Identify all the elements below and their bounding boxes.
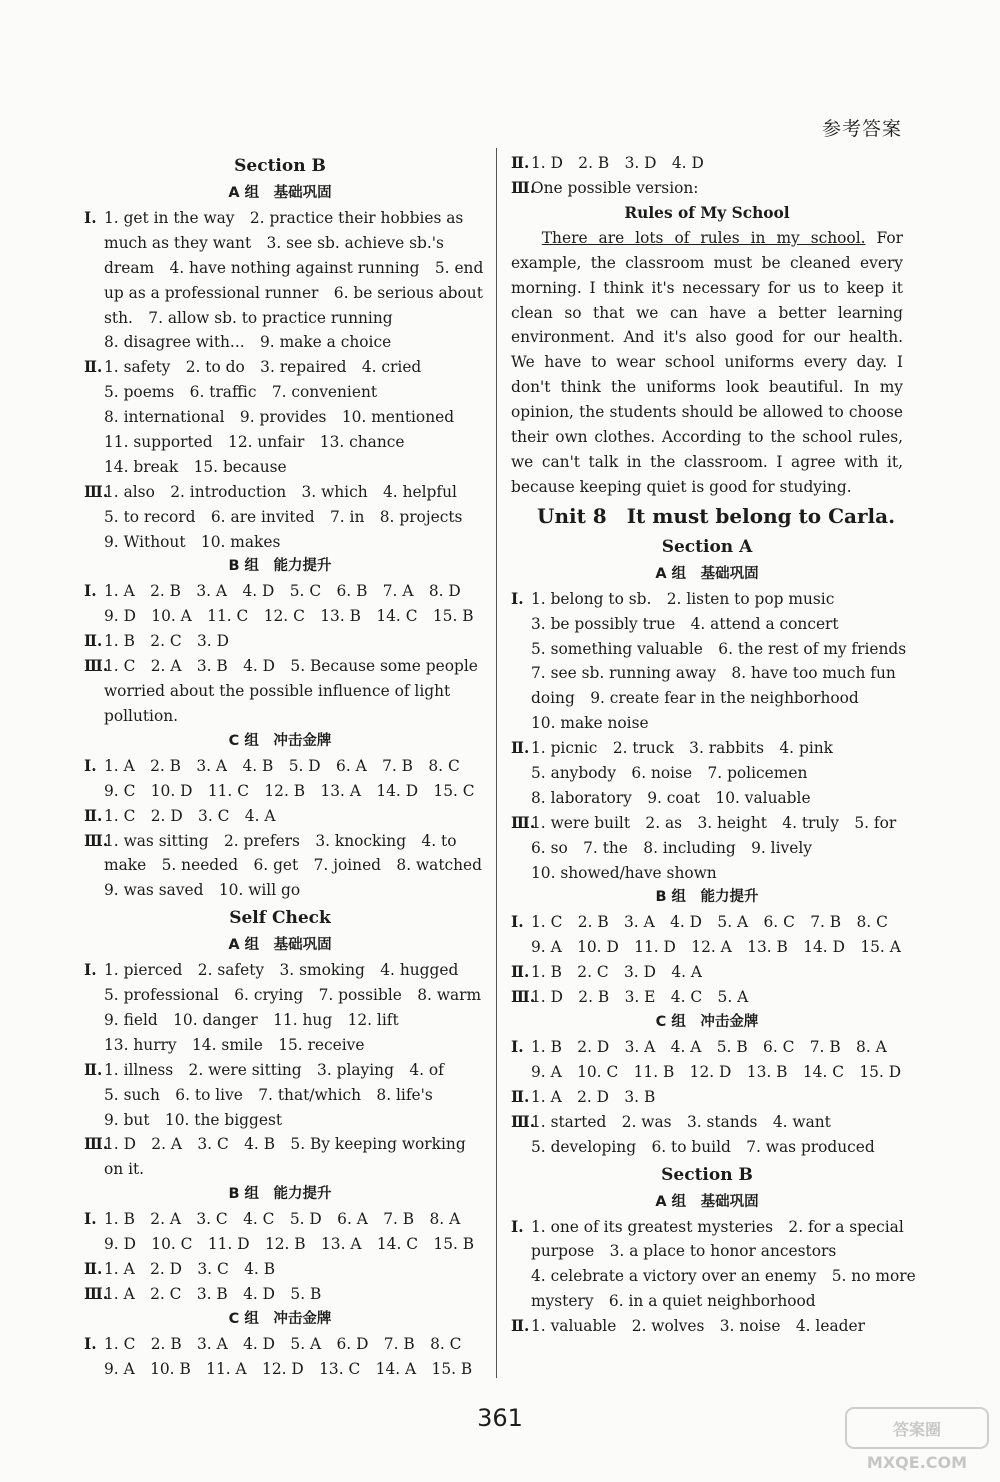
item-number: Ⅰ. — [84, 1210, 97, 1229]
answer-line: 1. C 2. B 3. A 4. D 5. A 6. D 7. B 8. C — [104, 1334, 462, 1353]
item-number: Ⅲ. — [84, 831, 109, 850]
answer-line: 14. break 15. because — [104, 457, 287, 476]
answer-item — [84, 804, 476, 829]
answer-line: One possible version: — [531, 178, 699, 197]
answer-line: 1. pierced 2. safety 3. smoking 4. hugged — [104, 961, 459, 980]
item-number: Ⅲ. — [84, 1135, 109, 1154]
group-heading: C 组 冲击金牌 — [655, 1014, 759, 1031]
answer-line: on it. — [104, 1160, 145, 1179]
answer-line: 5. poems 6. traffic 7. convenient — [104, 383, 378, 402]
left-column — [84, 151, 484, 1382]
answer-line: 9. but 10. the biggest — [104, 1110, 283, 1129]
answer-item — [511, 1314, 903, 1339]
answer-item — [511, 985, 903, 1010]
answer-item — [84, 206, 484, 355]
answer-line: 9. was saved 10. will go — [104, 881, 301, 900]
answer-item — [511, 1035, 903, 1085]
answer-line: 10. showed/have shown — [531, 863, 717, 882]
answer-line: 1. were built 2. as 3. height 4. truly 5. for — [531, 813, 897, 832]
answer-line: 4. celebrate a victory over an enemy 5. no more — [531, 1267, 916, 1286]
answer-line: pollution. — [104, 706, 179, 725]
essay-body: For example, the classroom must be cleaned every morning. I think it's necessary for us to keep it clean so that we can have a better learning environment. And it's also good for our health. We have to wear school uniforms every day. I don't think the uniforms look beautiful. In my opinion, the students should be allowed to choose their own clothes. According to the school rules, we can't talk in the classroom. I agree with it, because keeping quiet is good for studying. — [511, 228, 903, 496]
answer-line: purpose 3. a place to honor ancestors — [531, 1242, 837, 1261]
answer-item — [511, 1110, 903, 1160]
item-number: Ⅱ. — [84, 1259, 103, 1278]
page-number: 361 — [477, 1404, 523, 1432]
answer-item — [511, 1215, 916, 1315]
item-number: Ⅰ. — [511, 1217, 524, 1236]
answer-line: 1. one of its greatest mysteries 2. for a special — [531, 1217, 904, 1236]
right-column — [511, 151, 916, 1339]
answer-line: 9. D 10. A 11. C 12. C 13. B 14. C 15. B — [104, 607, 474, 626]
watermark-logo-text: 答案圈 — [892, 1420, 942, 1439]
answer-line: 7. see sb. running away 8. have too much fun — [531, 664, 896, 683]
answer-item — [84, 654, 476, 729]
item-number: Ⅰ. — [511, 913, 524, 932]
essay-title: Rules of My School — [624, 203, 790, 222]
answer-line: much as they want 3. see sb. achieve sb.'s — [104, 233, 444, 252]
group-heading: A 组 基础巩固 — [228, 937, 332, 954]
answer-line: 13. hurry 14. smile 15. receive — [104, 1035, 365, 1054]
answer-line: 9. field 10. danger 11. hug 12. lift — [104, 1010, 399, 1029]
answer-line: 1. C 2. A 3. B 4. D 5. Because some people — [104, 657, 478, 676]
answer-line: 1. safety 2. to do 3. repaired 4. cried — [104, 358, 422, 377]
section-heading: Section A — [661, 536, 753, 557]
page-header-title: 参考答案 — [821, 118, 902, 140]
answer-line: dream 4. have nothing against running 5. end — [104, 258, 484, 277]
item-number: Ⅲ. — [511, 988, 536, 1007]
item-number: Ⅰ. — [84, 756, 97, 775]
item-number: Ⅲ. — [511, 813, 536, 832]
group-heading: A 组 基础巩固 — [655, 565, 759, 582]
item-number: Ⅲ. — [511, 1112, 536, 1131]
item-number: Ⅱ. — [511, 1317, 530, 1336]
answer-line: sth. 7. allow sb. to practice running — [104, 308, 393, 327]
group-heading: A 组 基础巩固 — [655, 1193, 759, 1210]
section-heading: Section B — [661, 1164, 753, 1185]
answer-line: 9. D 10. C 11. D 12. B 13. A 14. C 15. B — [104, 1235, 475, 1254]
item-number: Ⅰ. — [511, 1038, 524, 1057]
group-heading: B 组 能力提升 — [228, 558, 332, 575]
answer-item — [84, 958, 482, 1058]
answer-line: 5. anybody 6. noise 7. policemen — [531, 764, 808, 783]
group-heading: B 组 能力提升 — [655, 889, 759, 906]
group-heading: A 组 基础巩固 — [228, 185, 332, 201]
answer-line: 1. also 2. introduction 3. which 4. helpful — [104, 482, 457, 501]
answer-item — [511, 960, 903, 985]
column-divider — [496, 148, 497, 1378]
answer-line: 9. A 10. D 11. D 12. A 13. B 14. D 15. A — [531, 938, 901, 957]
answer-item — [84, 829, 483, 904]
group-heading: C 组 冲击金牌 — [228, 1310, 332, 1327]
answer-line: 5. something valuable 6. the rest of my friends — [531, 639, 907, 658]
answer-line: mystery 6. in a quiet neighborhood — [531, 1292, 816, 1311]
answer-item — [511, 587, 907, 736]
answer-line: worried about the possible influence of light — [104, 682, 451, 701]
answer-line: 1. A 2. B 3. A 4. B 5. D 6. A 7. B 8. C — [104, 756, 460, 775]
item-number: Ⅱ. — [84, 1060, 103, 1079]
item-number: Ⅰ. — [84, 961, 97, 980]
section-heading: Self Check — [229, 908, 331, 929]
unit-title: Unit 8 It must belong to Carla. — [537, 503, 896, 528]
answer-line: 9. A 10. B 11. A 12. D 13. C 14. A 15. B — [104, 1359, 473, 1378]
answer-item — [511, 910, 903, 960]
item-number: Ⅱ. — [511, 1087, 530, 1106]
item-number: Ⅲ. — [84, 1284, 109, 1303]
item-number: Ⅱ. — [511, 963, 530, 982]
item-number: Ⅱ. — [511, 154, 530, 172]
answer-line: 1. A 2. D 3. C 4. B — [104, 1259, 276, 1278]
item-number: Ⅱ. — [84, 632, 103, 651]
item-number: Ⅱ. — [84, 806, 103, 825]
watermark-text: MXQE.COM — [866, 1453, 968, 1472]
answer-item — [84, 1132, 476, 1182]
answer-line: 1. D 2. B 3. E 4. C 5. A — [531, 988, 749, 1007]
answer-line: 1. C 2. B 3. A 4. D 5. A 6. C 7. B 8. C — [531, 913, 888, 932]
answer-line: 1. A 2. B 3. A 4. D 5. C 6. B 7. A 8. D — [104, 582, 461, 601]
answer-item — [84, 754, 476, 804]
answer-line: 1. B 2. C 3. D 4. A — [531, 963, 703, 982]
item-number: Ⅲ. — [84, 657, 109, 676]
answer-item — [84, 579, 476, 629]
answer-line: 1. started 2. was 3. stands 4. want — [531, 1112, 831, 1131]
answer-line: 1. valuable 2. wolves 3. noise 4. leader — [531, 1317, 865, 1336]
item-number: Ⅱ. — [84, 358, 103, 377]
item-number: Ⅰ. — [511, 589, 524, 608]
answer-line: 11. supported 12. unfair 13. chance — [104, 433, 405, 452]
answer-line: 1. C 2. D 3. C 4. A — [104, 806, 276, 825]
answer-line: 1. illness 2. were sitting 3. playing 4. of — [104, 1060, 444, 1079]
answer-line: make 5. needed 6. get 7. joined 8. watched — [104, 856, 483, 875]
answer-line: 1. D 2. A 3. C 4. B 5. By keeping working — [104, 1135, 466, 1154]
group-heading: B 组 能力提升 — [228, 1186, 332, 1203]
essay-first-sentence: There are lots of rules in my school. — [541, 228, 866, 247]
answer-line: 9. Without 10. makes — [104, 532, 281, 551]
answer-line: 1. was sitting 2. prefers 3. knocking 4. to — [104, 831, 457, 850]
group-heading: C 组 冲击金牌 — [228, 732, 332, 749]
answer-item — [84, 480, 476, 555]
item-number: Ⅲ. — [84, 482, 109, 501]
answer-line: 1. A 2. D 3. B — [531, 1087, 656, 1106]
answer-item — [84, 1058, 476, 1133]
answer-line: 9. A 10. C 11. B 12. D 13. B 14. C 15. D — [531, 1062, 902, 1081]
answer-line: 1. B 2. D 3. A 4. A 5. B 6. C 7. B 8. A — [531, 1038, 887, 1057]
answer-item — [511, 151, 903, 176]
essay-paragraph — [511, 226, 903, 500]
answer-line: 5. professional 6. crying 7. possible 8. warm — [104, 986, 482, 1005]
answer-line: 8. international 9. provides 10. mentioned — [104, 408, 455, 427]
answer-line: 5. to record 6. are invited 7. in 8. projects — [104, 507, 463, 526]
answer-line: 1. B 2. A 3. C 4. C 5. D 6. A 7. B 8. A — [104, 1210, 461, 1229]
answer-line: 5. developing 6. to build 7. was produced — [531, 1137, 875, 1156]
answer-item — [511, 176, 903, 201]
answer-line: 1. picnic 2. truck 3. rabbits 4. pink — [531, 739, 833, 758]
answer-item — [511, 811, 903, 886]
answer-line: 1. get in the way 2. practice their hobbies as — [104, 209, 464, 227]
answer-item — [84, 629, 476, 654]
answer-item — [84, 1332, 476, 1382]
section-heading: Section B — [234, 156, 326, 176]
answer-line: 5. such 6. to live 7. that/which 8. life's — [104, 1085, 433, 1104]
item-number: Ⅰ. — [84, 209, 97, 227]
answer-line: 1. B 2. C 3. D — [104, 632, 229, 651]
item-number: Ⅲ. — [511, 178, 536, 197]
answer-line: 1. belong to sb. 2. listen to pop music — [531, 589, 835, 608]
answer-item — [511, 736, 903, 811]
answer-line: 6. so 7. the 8. including 9. lively — [531, 838, 812, 857]
answer-item — [84, 1282, 476, 1307]
answer-line: 8. disagree with... 9. make a choice — [104, 333, 392, 352]
answer-line: 10. make noise — [531, 714, 649, 733]
item-number: Ⅰ. — [84, 1334, 97, 1353]
answer-line: doing 9. create fear in the neighborhood — [531, 689, 859, 708]
item-number: Ⅰ. — [84, 582, 97, 601]
answer-item — [511, 1085, 903, 1110]
answer-line: 9. C 10. D 11. C 12. B 13. A 14. D 15. C — [104, 781, 475, 800]
answer-line: up as a professional runner 6. be serious about — [104, 283, 483, 302]
answer-line: 8. laboratory 9. coat 10. valuable — [531, 788, 811, 807]
answer-line: 1. D 2. B 3. D 4. D — [531, 154, 704, 172]
answer-line: 3. be possibly true 4. attend a concert — [531, 614, 839, 633]
answer-item — [84, 1257, 476, 1282]
answer-item — [84, 355, 476, 479]
watermark-logo — [842, 1404, 992, 1474]
answer-line: 1. A 2. C 3. B 4. D 5. B — [104, 1284, 322, 1303]
answer-item — [84, 1207, 476, 1257]
item-number: Ⅱ. — [511, 739, 530, 758]
